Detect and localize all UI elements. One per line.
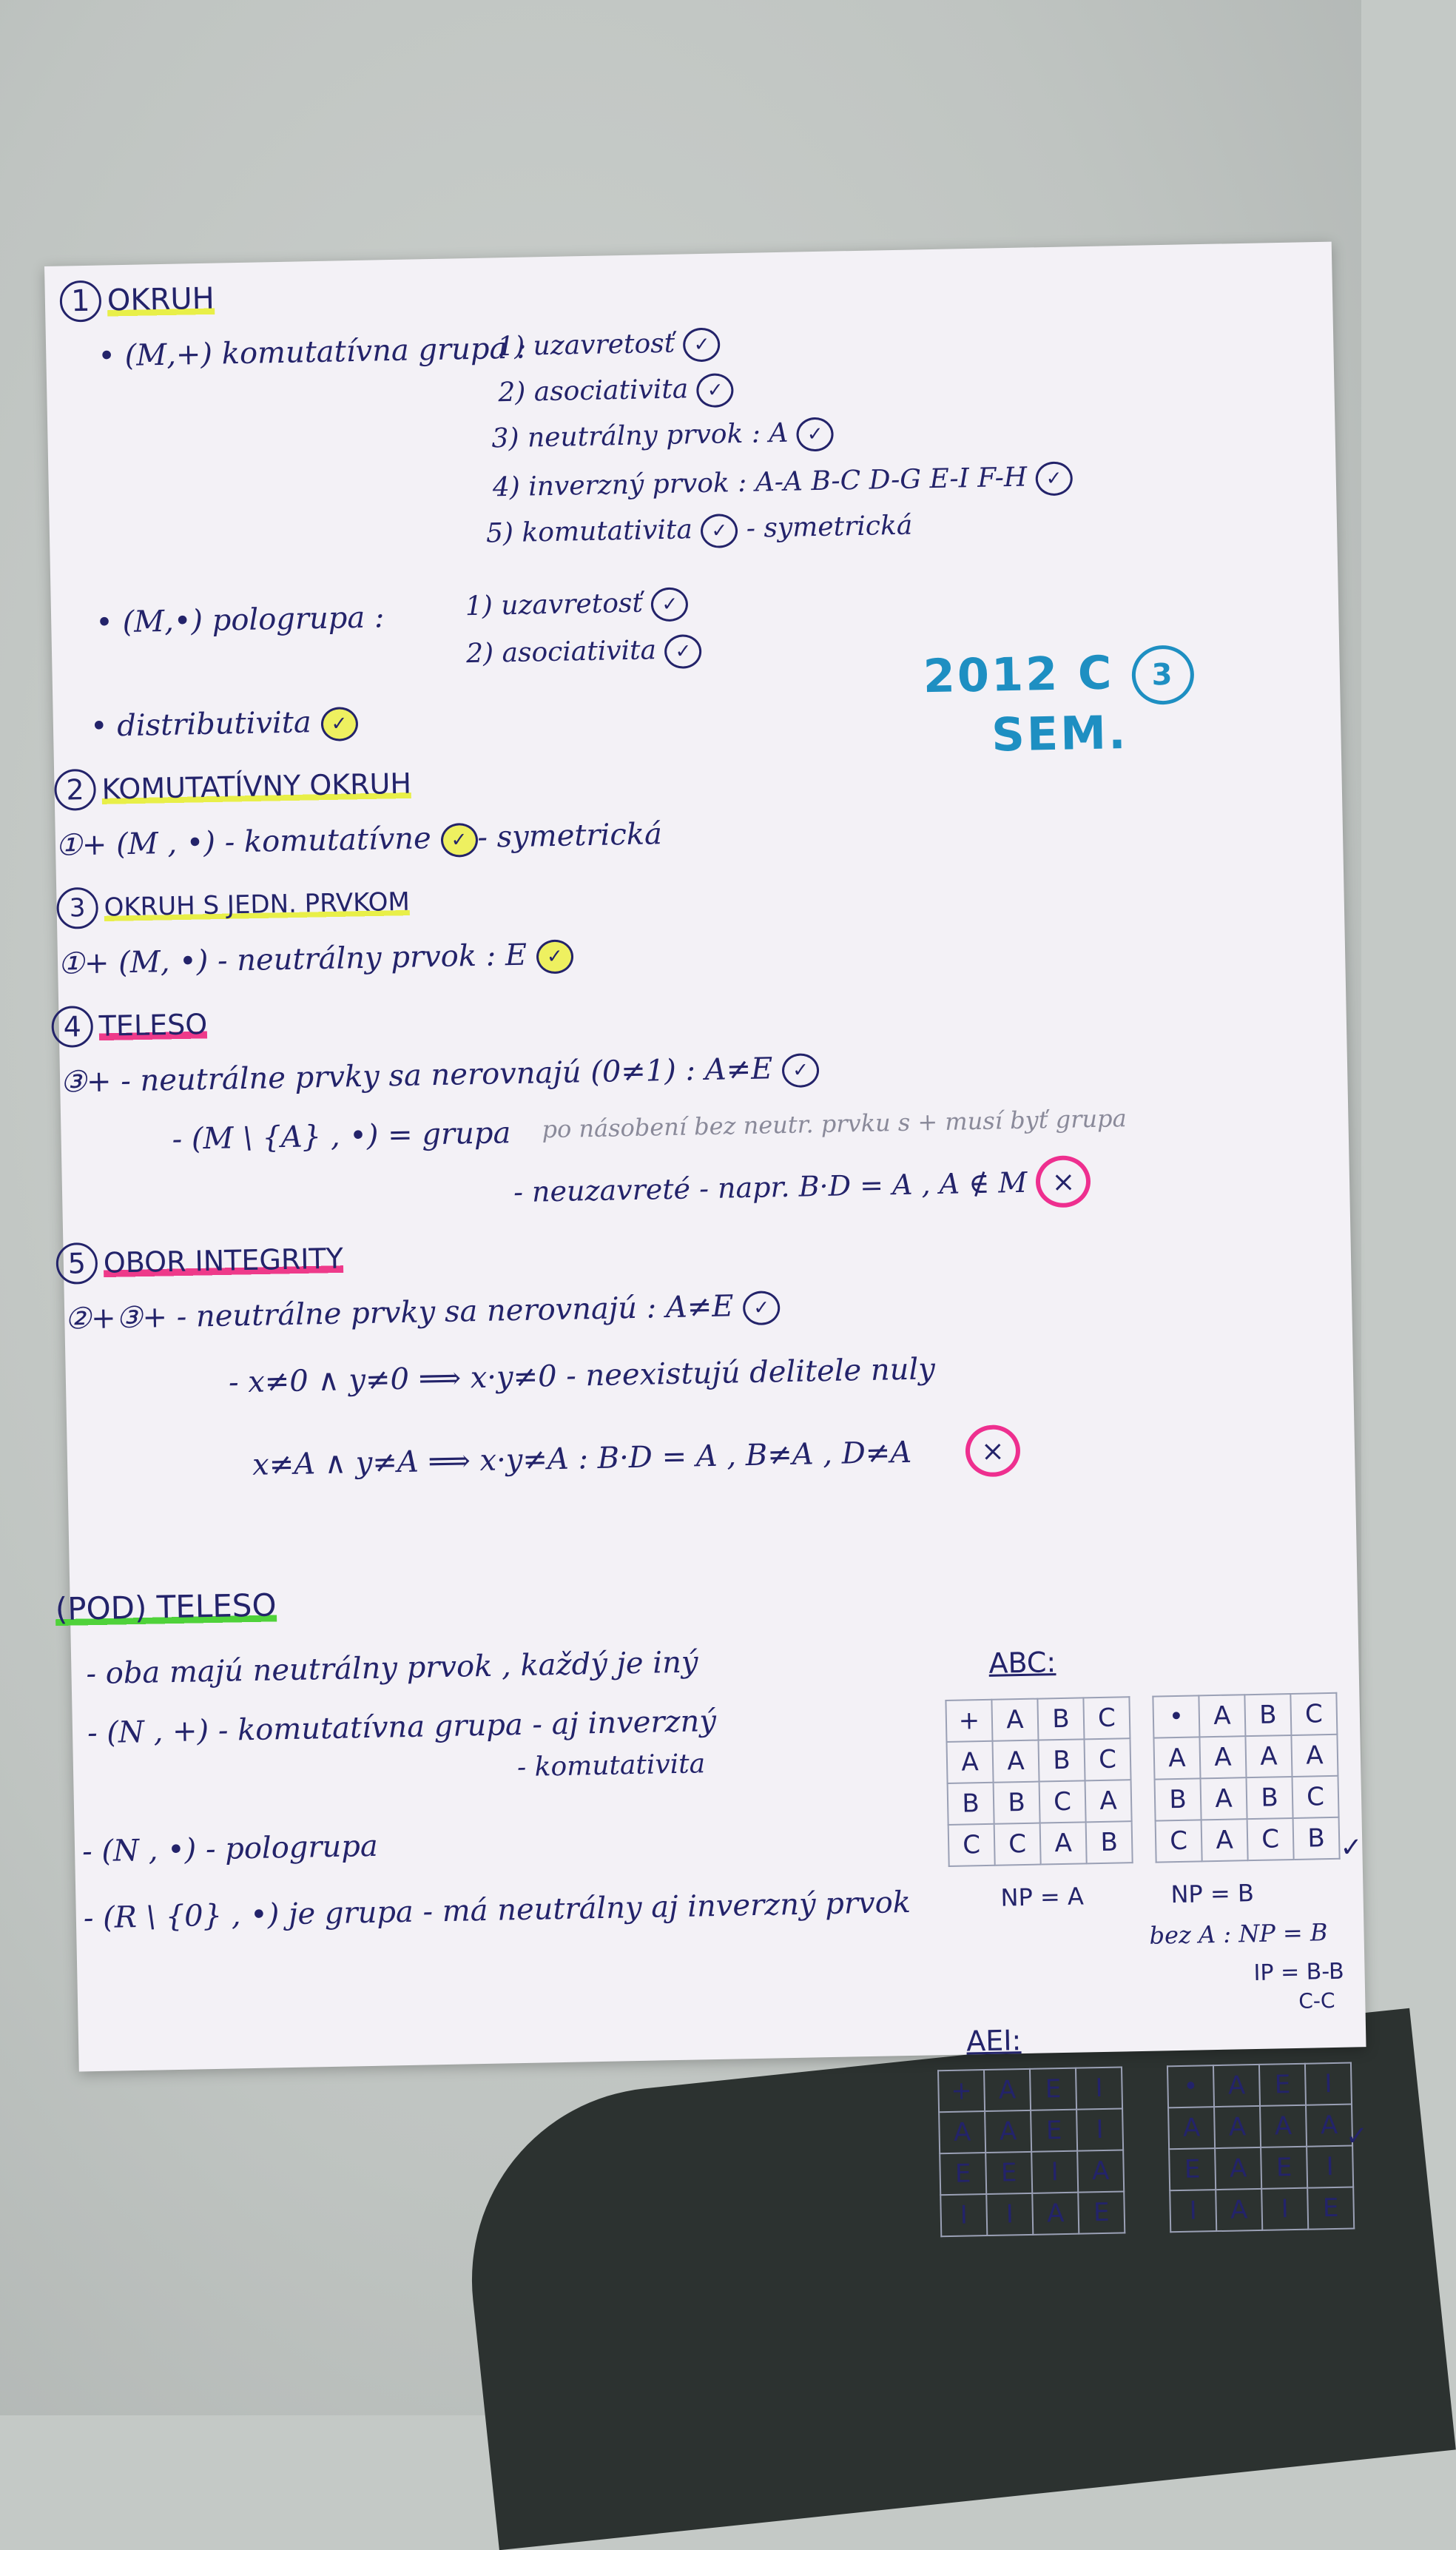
tick-mark: ✓ (1339, 1832, 1363, 1863)
section-title: OKRUH (107, 281, 215, 318)
notes-paper (44, 242, 1369, 2230)
section-obor-integrity-heading (55, 1237, 343, 1284)
table-header-cell: I (1305, 2063, 1352, 2105)
table-header-cell: B (1037, 1698, 1084, 1740)
table-cell: C (1247, 1818, 1294, 1860)
table-cell: A (939, 2111, 985, 2153)
list-item: 1) uzavretosť ✓ (465, 587, 689, 625)
table-cell: A (1199, 1736, 1246, 1778)
table-cell: C (1156, 1820, 1202, 1862)
abc-plus-table (945, 1696, 1133, 1867)
table-cell: B (994, 1782, 1040, 1824)
table-cell: E (1169, 2148, 1216, 2190)
table-row (940, 2191, 1125, 2236)
section-okruh-s-jedn-prvkom-heading (56, 881, 410, 929)
pencil-note: po násobení bez neutr. prvku s + musí byť grupa (542, 1104, 1127, 1144)
list-item: 3) neutrálny prvok : A ✓ (491, 417, 834, 458)
section-okruh-heading (59, 278, 215, 323)
table-header-cell: + (938, 2070, 985, 2112)
table-cell: B (1086, 1821, 1133, 1863)
table-cell: E (985, 2152, 1032, 2194)
table-cell: B (1155, 1778, 1201, 1820)
list-item: 2) asociativita ✓ (498, 373, 734, 411)
table-cell: I (1261, 2188, 1308, 2230)
line-neutralny-prvok: ①+ (M, •) - neutrálny prvok : E ✓ (58, 937, 574, 983)
table-row (1168, 2105, 1352, 2150)
sem-year: 2012 C (923, 645, 1115, 704)
table-cell: I (940, 2194, 987, 2236)
table-row (948, 1780, 1132, 1825)
table-cell: E (1307, 2187, 1354, 2230)
sem-label: SEM. (991, 704, 1129, 762)
table-header-cell: + (946, 1700, 992, 1742)
table-header-cell: A (1213, 2065, 1260, 2107)
table-cell: A (1168, 2107, 1215, 2149)
check-icon: ✓ (696, 373, 734, 408)
line-pologrupa: • (M,•) pologrupa : (95, 600, 385, 640)
check-icon: ✓ (1035, 461, 1073, 496)
check-icon: ✓ (701, 514, 738, 548)
table-header-cell: I (1076, 2067, 1122, 2109)
table-cell: A (1245, 1735, 1292, 1777)
line-neuzavrete: - neuzavreté - napr. B·D = A , A ∉ M × (513, 1155, 1091, 1218)
table-row (939, 2108, 1123, 2153)
section-title: OKRUH S JEDN. PRVKOM (104, 887, 411, 923)
table-cell: A (1201, 1777, 1247, 1820)
table-cell: A (947, 1741, 994, 1783)
table-cell: I (1031, 2151, 1078, 2193)
table-row (1167, 2063, 1352, 2108)
section-podteleso-heading (55, 1587, 277, 1627)
table-cell: C (1292, 1776, 1338, 1818)
section-number: 4 (51, 1006, 93, 1048)
check-icon: ✓ (536, 939, 573, 974)
line-komutativna-grupa: • (M,+) komutatívna grupa : (97, 331, 527, 374)
table-row (940, 2150, 1124, 2195)
aei-caption: AEI: (965, 2024, 1022, 2058)
table-cell: A (992, 1740, 1039, 1783)
table-cell: B (1247, 1777, 1293, 1819)
table-row (1155, 1776, 1339, 1821)
table-header-cell: A (984, 2069, 1031, 2111)
sem-note (917, 644, 1201, 764)
aei-times-table (1167, 2062, 1355, 2233)
line-obor-neutralne: ②+③+ - neutrálne prvky sa nerovnajú : A≠E ✓ (64, 1288, 781, 1339)
table-cell: A (1216, 2189, 1262, 2231)
table-cell: B (1038, 1739, 1085, 1781)
line-neutralne-prvky: ③+ - neutrálne prvky sa nerovnajú (0≠1) : A≠E ✓ (60, 1051, 820, 1102)
table-cell: B (948, 1783, 994, 1825)
abc-ip: IP = B-B (1253, 1958, 1344, 1987)
table-cell: A (1201, 1819, 1248, 1861)
table-cell: A (1291, 1735, 1338, 1777)
table-row (1153, 1693, 1337, 1738)
list-item: 1) uzavretosť ✓ (497, 327, 721, 366)
tick-mark: ✓ (1345, 2121, 1369, 2152)
section-number: 2 (54, 769, 96, 811)
table-header-cell: B (1244, 1694, 1291, 1736)
table-cell: A (1215, 2147, 1261, 2190)
abc-ip-cc: C-C (1298, 1988, 1335, 2014)
table-cell: I (1170, 2190, 1216, 2232)
section-title: OBOR INTEGRITY (103, 1242, 344, 1279)
table-cell: C (994, 1823, 1041, 1866)
line-grupa: - (M \ {A} , •) = grupa (172, 1116, 511, 1157)
table-cell: C (1084, 1738, 1130, 1780)
section-number: 1 (59, 280, 101, 323)
check-icon: ✓ (683, 327, 721, 362)
table-header-cell: • (1153, 1695, 1199, 1737)
section-number: 5 (55, 1242, 98, 1285)
table-cell: E (1078, 2191, 1125, 2233)
aei-plus-table (937, 2066, 1125, 2237)
pod-line: - oba majú neutrálny prvok , každý je iný (86, 1645, 698, 1692)
table-header-cell: E (1030, 2068, 1076, 2110)
table-header-cell: E (1259, 2064, 1306, 2106)
section-komutativny-okruh-heading (54, 763, 411, 811)
table-cell: I (1307, 2146, 1353, 2188)
table-row (1153, 1735, 1338, 1780)
abc-np-plus: NP = A (1000, 1882, 1085, 1912)
section-title: (POD) TELESO (55, 1587, 277, 1628)
abc-times-table (1152, 1692, 1340, 1863)
pod-line: - (N , •) - pologrupa (81, 1829, 379, 1869)
table-cell: E (940, 2153, 986, 2195)
table-cell: A (1214, 2106, 1261, 2148)
table-row (948, 1821, 1133, 1866)
table-header-cell: C (1290, 1693, 1337, 1735)
check-icon: ✓ (651, 587, 689, 622)
table-cell: A (1085, 1780, 1132, 1822)
table-cell: A (1032, 2193, 1079, 2235)
table-row (1156, 1817, 1340, 1863)
line-delitele-nuly: - x≠0 ∧ y≠0 ⟹ x·y≠0 - neexistujú delitele nuly (228, 1352, 936, 1400)
table-header-cell: A (1199, 1695, 1245, 1737)
table-cell: A (1153, 1737, 1200, 1779)
check-icon: ✓ (743, 1291, 781, 1325)
table-cell: A (985, 2110, 1031, 2153)
table-cell: A (1040, 1822, 1087, 1864)
list-item: 4) inverzný prvok : A-A B-C D-G E-I F-H ✓ (492, 461, 1073, 506)
table-header-cell: • (1167, 2065, 1214, 2107)
table-row (946, 1697, 1130, 1742)
pod-line: - komutativita (516, 1749, 706, 1783)
table-cell: I (1076, 2108, 1123, 2150)
table-header-cell: A (991, 1699, 1038, 1741)
check-icon: ✓ (320, 707, 358, 741)
section-title: KOMUTATÍVNY OKRUH (101, 767, 412, 806)
line-priklad: x≠A ∧ y≠A ⟹ x·y≠A : B·D = A , B≠A , D≠A × (252, 1424, 1020, 1491)
check-icon: ✓ (782, 1053, 820, 1088)
line-komutativne: ①+ (M , •) - komutatívne ✓ - symetrická (55, 817, 663, 863)
table-row (947, 1738, 1131, 1783)
section-title: TELESO (98, 1007, 208, 1043)
section-number: 3 (56, 887, 98, 929)
sem-circle: 3 (1131, 645, 1195, 705)
check-icon: ✓ (796, 417, 834, 452)
abc-caption: ABC: (988, 1646, 1056, 1680)
cross-icon: × (965, 1424, 1020, 1477)
table-header-cell: C (1083, 1697, 1130, 1739)
table-cell: C (1039, 1780, 1086, 1823)
table-cell: A (1077, 2150, 1124, 2192)
check-icon: ✓ (440, 823, 478, 858)
table-cell: A (1260, 2105, 1307, 2147)
table-cell: A (1306, 2105, 1352, 2147)
line-distributivita: • distributivita ✓ (90, 704, 358, 746)
cross-icon: × (1036, 1155, 1091, 1208)
table-cell: E (1261, 2147, 1307, 2189)
table-cell: B (1293, 1817, 1340, 1860)
pod-line: - (N , +) - komutatívna grupa - aj inverzný (87, 1703, 717, 1751)
table-cell: I (986, 2193, 1033, 2236)
abc-bez-a: bez A : NP = B (1149, 1918, 1328, 1950)
list-item: 2) asociativita ✓ (466, 634, 702, 673)
table-row (1169, 2146, 1353, 2191)
list-item: 5) komutativita ✓ - symetrická (485, 510, 913, 549)
table-row (938, 2067, 1122, 2112)
table-cell: E (1031, 2110, 1077, 2152)
section-teleso-heading (51, 1003, 207, 1048)
check-icon: ✓ (664, 634, 702, 669)
pod-line: - (R \ {0} , •) je grupa - má neutrálny aj inverzný prvok (83, 1885, 911, 1936)
abc-np-times: NP = B (1170, 1879, 1255, 1909)
table-cell: C (948, 1824, 995, 1866)
table-row (1170, 2187, 1354, 2233)
